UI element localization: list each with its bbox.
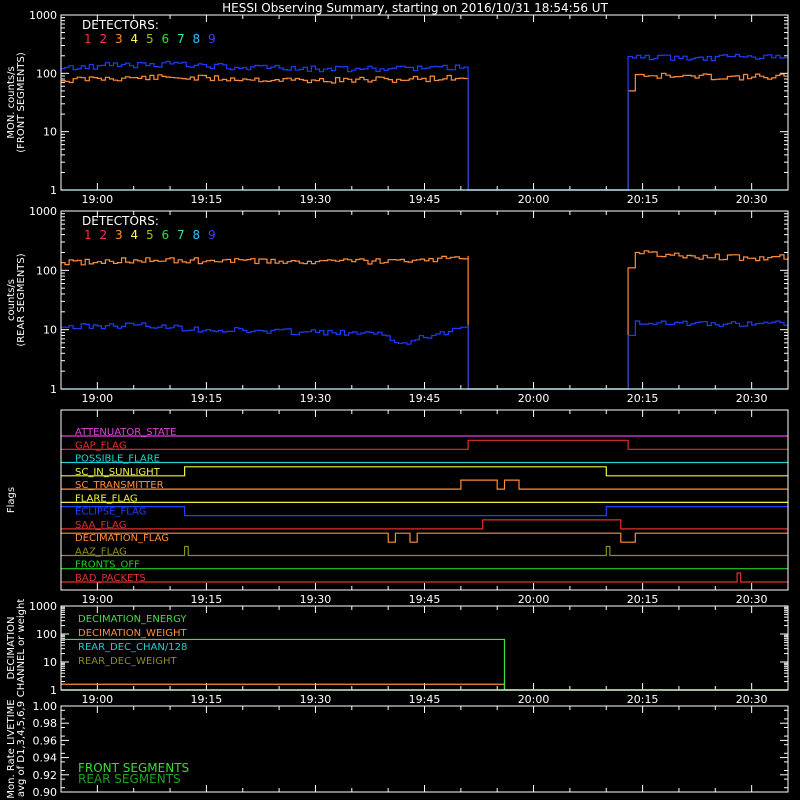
flag-label: ATTENUATOR_STATE — [75, 427, 177, 438]
flag-label: AAZ_FLAG — [75, 546, 127, 558]
x-tick-label: 20:00 — [517, 392, 550, 405]
y-axis-label: counts/s — [6, 278, 17, 322]
x-tick-label: 20:00 — [517, 693, 550, 706]
y-axis-label: Flags — [6, 486, 17, 514]
y-tick-label: 10 — [43, 125, 57, 139]
legend-item-6: 6 — [161, 228, 170, 242]
y-tick-label: 0.92 — [32, 768, 57, 782]
legend-item-6: 6 — [161, 32, 170, 46]
legend-item-5: 5 — [146, 32, 154, 46]
x-tick-label: 19:30 — [299, 593, 332, 606]
x-tick-label: 19:00 — [81, 593, 114, 606]
x-tick-label: 19:45 — [408, 392, 441, 405]
x-tick-label: 19:00 — [81, 193, 114, 206]
panel-rear — [6, 205, 788, 405]
legend-title: DETECTORS: — [82, 214, 159, 228]
y-tick-label: 10 — [43, 656, 57, 669]
legend-item-1: 1 — [84, 32, 92, 46]
legend-item-8: 8 — [192, 32, 201, 46]
flag-line-gap_flag — [61, 440, 788, 452]
y-tick-label: 1000 — [29, 205, 57, 218]
flag-line-eclipse_flag — [61, 507, 788, 516]
flag-label: SAA_FLAG — [75, 519, 127, 531]
legend-item: REAR SEGMENTS — [78, 772, 181, 786]
x-tick-label: 20:00 — [517, 193, 550, 206]
x-tick-label: 20:30 — [735, 593, 768, 606]
x-tick-label: 20:30 — [735, 392, 768, 405]
flag-label: FLARE_FLAG — [75, 493, 138, 505]
x-tick-label: 20:15 — [626, 193, 659, 206]
legend-item-3: 3 — [115, 228, 123, 242]
flag-label: SC_TRANSMITTER — [75, 480, 164, 492]
flag-label: POSSIBLE_FLARE — [75, 453, 160, 465]
legend-item-3: 3 — [115, 32, 123, 46]
y-tick-label: 1 — [50, 684, 57, 697]
x-tick-label: 20:15 — [626, 593, 659, 606]
y-tick-label: 0.90 — [32, 786, 57, 799]
legend-item: REAR_DEC_CHAN/128 — [78, 642, 188, 653]
y-axis-label: (REAR SEGMENTS) — [16, 253, 27, 347]
series-line — [61, 251, 788, 389]
y-axis-label: Mon. Rate LIVETIME — [6, 699, 17, 799]
y-tick-label: 100 — [36, 628, 57, 641]
y-tick-label: 1000 — [29, 600, 57, 613]
y-tick-label: 100 — [36, 67, 57, 81]
y-tick-label: 1.00 — [32, 700, 57, 713]
y-tick-label: 0.98 — [32, 717, 57, 731]
y-axis-label: MON. counts/s — [6, 66, 17, 139]
flag-label: ECLIPSE_FLAG — [75, 506, 147, 518]
legend-item-1: 1 — [84, 228, 92, 242]
panel-frame — [61, 211, 788, 389]
x-tick-label: 19:15 — [190, 193, 223, 206]
legend-item-4: 4 — [130, 32, 139, 46]
legend-item-7: 7 — [177, 228, 185, 242]
legend-item: REAR_DEC_WEIGHT — [78, 656, 177, 667]
legend-item-7: 7 — [177, 32, 185, 46]
flag-label: GAP_FLAG — [75, 440, 127, 452]
legend-item-4: 4 — [130, 228, 139, 242]
series-line — [61, 73, 788, 190]
y-axis-label: DECIMATION — [6, 616, 17, 680]
legend-item-5: 5 — [146, 228, 154, 242]
x-tick-label: 19:45 — [408, 193, 441, 206]
legend-item: DECIMATION_ENERGY — [78, 614, 187, 625]
plot-title: HESSI Observing Summary, starting on 2016/10/31 18:54:56 UT — [222, 1, 608, 15]
y-tick-label: 10 — [43, 323, 57, 337]
legend-item-2: 2 — [99, 228, 108, 242]
y-tick-label: 1000 — [29, 9, 57, 22]
legend-item: DECIMATION_WEIGHT — [78, 628, 187, 639]
flag-line-bad_packets — [61, 573, 788, 582]
x-tick-label: 20:15 — [626, 392, 659, 405]
flag-line-saa_flag — [61, 520, 788, 529]
x-tick-label: 19:30 — [299, 193, 332, 206]
flag-line-aaz_flag — [61, 547, 788, 556]
x-tick-label: 20:30 — [735, 193, 768, 206]
flag-label: FRONTS_OFF — [75, 559, 140, 571]
legend-item-9: 9 — [208, 228, 216, 242]
x-tick-label: 19:30 — [299, 693, 332, 706]
legend-item-9: 9 — [208, 32, 216, 46]
flag-line-sc_transmitter — [61, 480, 788, 492]
flag-label: DECIMATION_FLAG — [75, 533, 170, 545]
legend-item-2: 2 — [99, 32, 108, 46]
x-tick-label: 20:30 — [735, 693, 768, 706]
x-tick-label: 19:30 — [299, 392, 332, 405]
flag-line-decimation_flag — [61, 533, 788, 545]
x-tick-label: 19:45 — [408, 593, 441, 606]
x-tick-label: 20:15 — [626, 693, 659, 706]
y-axis-label: CHANNEL or weight — [16, 598, 27, 698]
y-tick-label: 1 — [50, 383, 57, 396]
series-line — [61, 55, 788, 191]
y-axis-label: (FRONT SEGMENTS) — [16, 52, 27, 153]
x-tick-label: 20:00 — [517, 593, 550, 606]
y-tick-label: 0.96 — [32, 734, 57, 748]
flag-label: SC_IN_SUNLIGHT — [75, 466, 160, 478]
y-tick-label: 0.94 — [32, 751, 57, 765]
panel-livetime — [6, 699, 788, 799]
legend-item: FRONT SEGMENTS — [78, 761, 190, 775]
flag-label: BAD_PACKETS — [75, 573, 146, 584]
panel-flags — [6, 410, 788, 606]
y-axis-label: avg of D1,3,4,5,6,9 — [16, 700, 27, 798]
panel-frame — [61, 15, 788, 190]
series-line — [61, 321, 788, 389]
y-tick-label: 1 — [50, 184, 57, 197]
y-tick-label: 100 — [36, 264, 57, 278]
x-tick-label: 19:15 — [190, 593, 223, 606]
x-tick-label: 19:15 — [190, 693, 223, 706]
legend-item-8: 8 — [192, 228, 201, 242]
legend-title: DETECTORS: — [82, 18, 159, 32]
flag-line-sc_in_sunlight — [61, 467, 788, 476]
panel-front — [6, 9, 788, 206]
x-tick-label: 19:15 — [190, 392, 223, 405]
x-tick-label: 19:00 — [81, 392, 114, 405]
x-tick-label: 19:00 — [81, 693, 114, 706]
x-tick-label: 19:45 — [408, 693, 441, 706]
